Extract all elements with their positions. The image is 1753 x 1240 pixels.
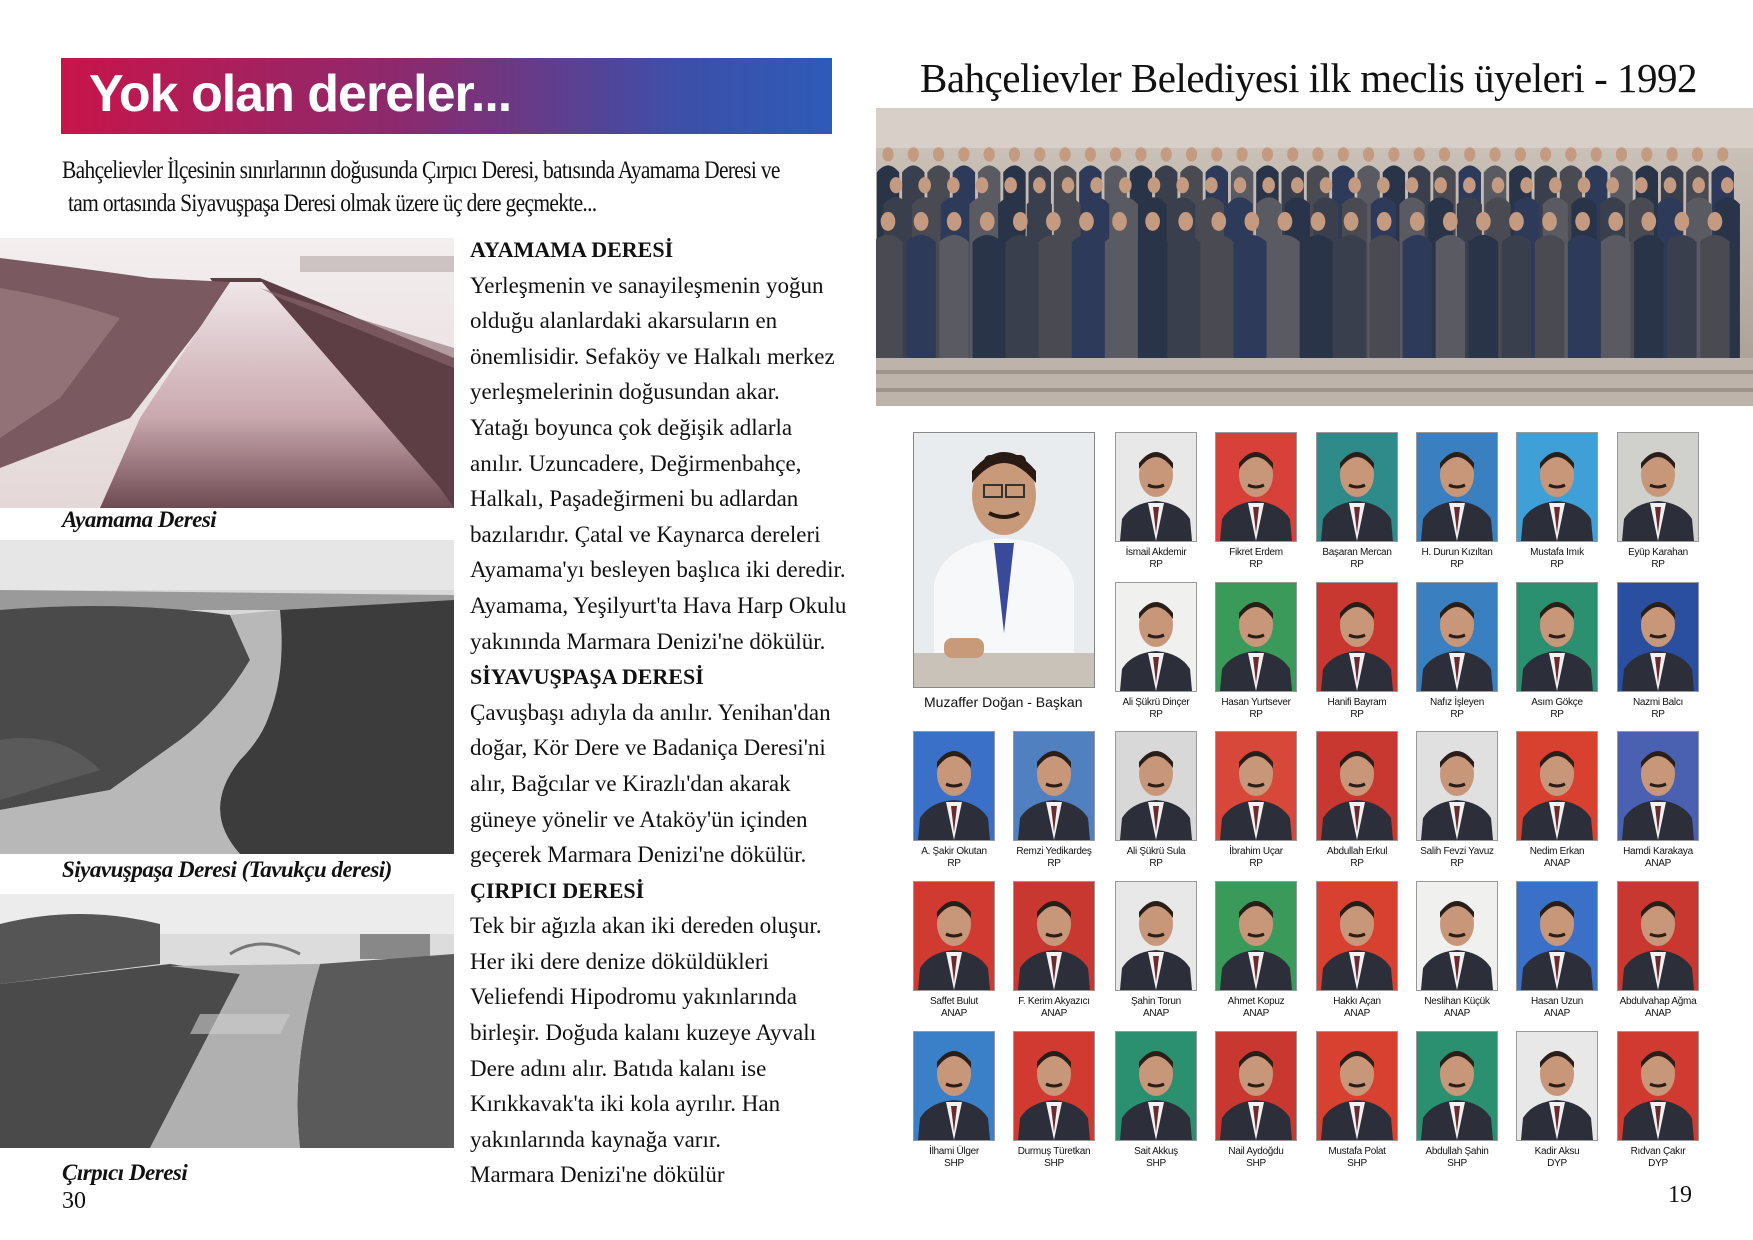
council-member-card <box>1215 582 1297 721</box>
council-member-card <box>1316 731 1398 870</box>
member-name: Abdullah Şahin <box>1425 1146 1489 1157</box>
text-line: Dere adını alır. Batıda kalanı ise <box>470 1055 767 1081</box>
member-name: A. Şakir Okutan <box>921 846 987 857</box>
page-number-right: 19 <box>1668 1182 1692 1208</box>
text-line: önemlisidir. Sefaköy ve Halkalı merkez <box>470 343 835 369</box>
text-line: Kırıkkavak'ta iki kola ayrılır. Han <box>470 1091 781 1117</box>
text-line: Ayamama'yı besleyen başlıca iki deredir. <box>470 557 846 583</box>
member-party: RP <box>1550 709 1564 720</box>
member-name: Ali Şükrü Sula <box>1126 846 1186 857</box>
council-member-card <box>1416 881 1498 1020</box>
member-portrait <box>1617 881 1699 991</box>
member-portrait <box>1617 432 1699 542</box>
member-party: RP <box>1149 709 1163 720</box>
member-name: Saffet Bulut <box>930 996 978 1007</box>
member-portrait <box>1215 582 1297 692</box>
member-portrait <box>1416 582 1498 692</box>
member-name: Eyüp Karahan <box>1628 547 1688 558</box>
text-line: doğar, Kör Dere ve Badaniça Deresi'ni <box>470 735 826 761</box>
mayor-caption: Muzaffer Doğan - Başkan <box>924 694 1083 710</box>
council-member-card <box>1215 881 1297 1020</box>
council-member-card <box>1316 1031 1398 1170</box>
text-line: Her iki dere denize döküldükleri <box>470 948 769 974</box>
member-name: Durmuş Türetkan <box>1017 1146 1091 1157</box>
member-portrait <box>1115 582 1197 692</box>
member-party: RP <box>1047 858 1061 869</box>
member-name: H. Durun Kızıltan <box>1421 547 1493 558</box>
text-line: Yatağı boyunca çok değişik adlarla <box>470 414 793 440</box>
council-member-card <box>913 881 995 1020</box>
council-member-card <box>913 731 995 870</box>
council-member-card <box>1316 432 1398 571</box>
council-member-card <box>1516 1031 1598 1170</box>
member-party: RP <box>1249 709 1263 720</box>
member-portrait <box>1115 1031 1197 1141</box>
member-name: Nail Aydoğdu <box>1228 1146 1284 1157</box>
member-party: RP <box>1249 559 1263 570</box>
member-name: Başaran Mercan <box>1322 547 1392 558</box>
member-portrait <box>1115 432 1197 542</box>
section-heading-siyavuspasa: SİYAVUŞPAŞA DERESİ <box>470 664 704 690</box>
member-party: ANAP <box>1443 1008 1471 1019</box>
council-member-card <box>1516 582 1598 721</box>
mayor-photo <box>913 432 1095 688</box>
text-line: geçerek Marmara Denizi'ne dökülür. <box>470 842 807 868</box>
council-member-card <box>1617 1031 1699 1170</box>
member-portrait <box>1416 432 1498 542</box>
member-name: Mustafa Imık <box>1530 547 1584 558</box>
member-party: RP <box>1149 559 1163 570</box>
member-name: Nafız İşleyen <box>1430 697 1484 708</box>
member-portrait <box>1617 731 1699 841</box>
member-name: Nedim Erkan <box>1529 846 1585 857</box>
member-party: RP <box>947 858 961 869</box>
section-heading-ayamama: AYAMAMA DERESİ <box>470 237 674 262</box>
member-name: Nazmi Balcı <box>1632 697 1684 708</box>
council-member-card <box>1115 731 1197 870</box>
member-name: Mustafa Polat <box>1328 1146 1386 1157</box>
intro-line-1: Bahçelievler İlçesinin sınırlarının doğusunda Çırpıcı Deresi, batısında Ayamama Deresi ve <box>62 157 780 184</box>
member-party: SHP <box>944 1158 964 1169</box>
cirpici-photo <box>0 894 454 1148</box>
page-number-left: 30 <box>62 1188 86 1214</box>
member-portrait <box>1013 881 1095 991</box>
member-party: SHP <box>1246 1158 1266 1169</box>
member-name: Hanifi Bayram <box>1327 697 1387 708</box>
council-member-card <box>1416 731 1498 870</box>
member-name: Ahmet Kopuz <box>1227 996 1285 1007</box>
member-party: SHP <box>1447 1158 1467 1169</box>
section-heading-cirpici: ÇIRPICI DERESİ <box>470 877 645 903</box>
text-line: Yerleşmenin ve sanayileşmenin yoğun <box>470 272 824 298</box>
member-name: Salih Fevzi Yavuz <box>1420 846 1494 857</box>
text-line: güneye yönelir ve Ataköy'ün içinden <box>470 806 808 832</box>
member-name: İbrahim Uçar <box>1229 846 1283 857</box>
member-portrait <box>1617 582 1699 692</box>
member-party: ANAP <box>1644 1008 1672 1019</box>
member-portrait <box>1416 1031 1498 1141</box>
member-portrait <box>1617 1031 1699 1141</box>
member-portrait <box>913 731 995 841</box>
text-line: bazılarıdır. Çatal ve Kaynarca dereleri <box>470 521 821 547</box>
member-portrait <box>1316 1031 1398 1141</box>
council-member-card <box>1617 432 1699 571</box>
member-party: RP <box>1450 858 1464 869</box>
text-line: Ayamama, Yeşilyurt'ta Hava Harp Okulu <box>470 592 847 618</box>
text-line: anılır. Uzuncadere, Değirmenbahçe, <box>470 450 802 476</box>
member-portrait <box>1215 432 1297 542</box>
member-party: RP <box>1450 709 1464 720</box>
siyavuspasa-photo <box>0 540 454 854</box>
title-banner <box>61 58 832 134</box>
member-portrait <box>1416 881 1498 991</box>
photo-caption-ayamama: Ayamama Deresi <box>62 507 217 532</box>
council-group-photo <box>876 108 1753 406</box>
member-portrait <box>1013 731 1095 841</box>
member-party: RP <box>1249 858 1263 869</box>
member-party: RP <box>1149 858 1163 869</box>
text-line: Veliefendi Hipodromu yakınlarında <box>470 984 798 1010</box>
text-line: Tek bir ağızla akan iki dereden oluşur. <box>470 913 822 939</box>
member-name: Abdullah Erkul <box>1326 846 1388 857</box>
member-party: RP <box>1651 709 1665 720</box>
member-name: Fikret Erdem <box>1229 547 1283 558</box>
member-party: ANAP <box>1543 1008 1571 1019</box>
member-name: Rıdvan Çakır <box>1630 1146 1686 1157</box>
member-name: Kadir Aksu <box>1534 1146 1580 1157</box>
member-portrait <box>1316 731 1398 841</box>
text-line: alır, Bağcılar ve Kirazlı'dan akarak <box>470 770 791 796</box>
council-member-card <box>1115 881 1197 1020</box>
member-portrait <box>1215 881 1297 991</box>
member-name: Şahin Torun <box>1131 996 1181 1007</box>
member-name: Hasan Uzun <box>1530 996 1584 1007</box>
member-party: DYP <box>1648 1158 1668 1169</box>
council-member-card <box>1416 1031 1498 1170</box>
member-name: Hamdi Karakaya <box>1623 846 1693 857</box>
text-line: Marmara Denizi'ne dökülür <box>470 1162 725 1188</box>
council-member-card <box>1316 881 1398 1020</box>
council-member-card <box>1115 432 1197 571</box>
council-member-card <box>1416 432 1498 571</box>
member-party: RP <box>1350 709 1364 720</box>
council-member-card <box>1013 731 1095 870</box>
council-member-card <box>1617 731 1699 870</box>
council-member-card <box>1215 432 1297 571</box>
member-party: SHP <box>1347 1158 1367 1169</box>
member-party: RP <box>1651 559 1665 570</box>
member-portrait <box>1316 432 1398 542</box>
photo-caption-cirpici: Çırpıcı Deresi <box>62 1160 188 1185</box>
council-member-card <box>1516 881 1598 1020</box>
member-portrait <box>1115 881 1197 991</box>
text-line: olduğu alanlardaki akarsuların en <box>470 308 778 334</box>
member-name: İlhami Ülger <box>929 1146 979 1157</box>
member-portrait <box>1516 881 1598 991</box>
page-title: Yok olan dereler... <box>89 65 512 123</box>
member-portrait <box>913 1031 995 1141</box>
member-party: ANAP <box>940 1008 968 1019</box>
council-member-card <box>1416 582 1498 721</box>
member-party: RP <box>1550 559 1564 570</box>
member-name: F. Kerim Akyazıcı <box>1018 996 1090 1007</box>
member-portrait <box>1516 432 1598 542</box>
ayamama-photo <box>0 238 454 508</box>
text-line: yakınında Marmara Denizi'ne dökülür. <box>470 628 826 654</box>
member-portrait <box>1316 582 1398 692</box>
text-line: Çavuşbaşı adıyla da anılır. Yenihan'dan <box>470 699 831 725</box>
member-party: RP <box>1350 858 1364 869</box>
member-party: ANAP <box>1242 1008 1270 1019</box>
member-party: ANAP <box>1040 1008 1068 1019</box>
member-party: DYP <box>1547 1158 1567 1169</box>
member-name: Sait Akkuş <box>1134 1146 1178 1157</box>
member-name: Asım Gökçe <box>1531 697 1583 708</box>
council-title: Bahçelievler Belediyesi ilk meclis üyeleri - 1992 <box>920 55 1698 101</box>
council-member-card <box>1516 432 1598 571</box>
council-member-card <box>1115 1031 1197 1170</box>
member-party: ANAP <box>1644 858 1672 869</box>
council-member-card <box>1617 582 1699 721</box>
member-name: Hakkı Açan <box>1333 996 1381 1007</box>
member-portrait <box>913 881 995 991</box>
member-name: Neslihan Küçük <box>1424 996 1490 1007</box>
council-member-card <box>1617 881 1699 1020</box>
intro-line-2: tam ortasında Siyavuşpaşa Deresi olmak üzere üç dere geçmekte... <box>68 190 597 217</box>
member-portrait <box>1516 731 1598 841</box>
text-line: birleşir. Doğuda kalanı kuzeye Ayvalı <box>470 1020 816 1046</box>
council-member-card <box>1013 1031 1095 1170</box>
council-member-card <box>913 1031 995 1170</box>
member-portrait <box>1215 731 1297 841</box>
text-line: yerleşmelerinin doğusundan akar. <box>470 379 780 405</box>
council-member-card <box>1013 881 1095 1020</box>
council-member-card <box>1516 731 1598 870</box>
member-portrait <box>1416 731 1498 841</box>
member-party: SHP <box>1044 1158 1064 1169</box>
member-name: İsmail Akdemir <box>1125 547 1187 558</box>
council-member-card <box>1215 731 1297 870</box>
member-party: RP <box>1350 559 1364 570</box>
member-portrait <box>1115 731 1197 841</box>
member-party: SHP <box>1146 1158 1166 1169</box>
text-line: Halkalı, Paşadeğirmeni bu adlardan <box>470 486 799 512</box>
member-party: RP <box>1450 559 1464 570</box>
member-portrait <box>1013 1031 1095 1141</box>
member-name: Abdulvahap Ağma <box>1619 996 1697 1007</box>
member-party: ANAP <box>1343 1008 1371 1019</box>
member-party: ANAP <box>1543 858 1571 869</box>
river-description-text <box>470 232 860 1193</box>
member-portrait <box>1516 1031 1598 1141</box>
member-portrait <box>1316 881 1398 991</box>
member-name: Ali Şükrü Dinçer <box>1122 697 1190 708</box>
member-name: Remzi Yedikardeş <box>1016 846 1092 857</box>
council-member-card <box>1115 582 1197 721</box>
member-party: ANAP <box>1142 1008 1170 1019</box>
council-member-card <box>1215 1031 1297 1170</box>
text-line: yakınlarında kaynağa varır. <box>470 1126 721 1152</box>
member-portrait <box>1215 1031 1297 1141</box>
member-name: Hasan Yurtsever <box>1221 697 1291 708</box>
council-member-card <box>1316 582 1398 721</box>
photo-caption-siyavuspasa: Siyavuşpaşa Deresi (Tavukçu deresi) <box>62 857 392 882</box>
member-portrait <box>1516 582 1598 692</box>
